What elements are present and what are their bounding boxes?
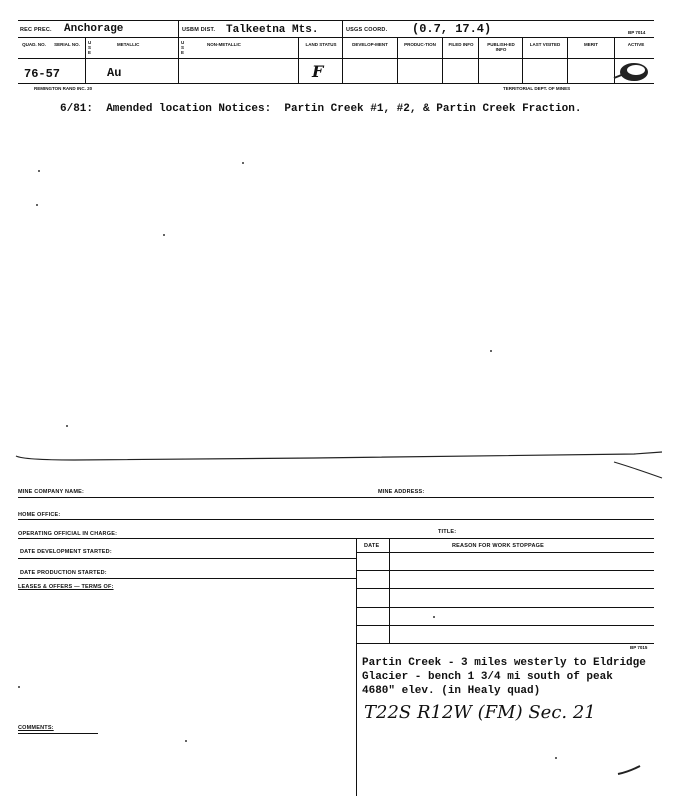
amended-location-note: 6/81: Amended location Notices: Partin Creek #1, #2, & Partin Creek Fraction. [60, 103, 582, 115]
stoppage-date-divider [389, 538, 390, 644]
active-stamp-icon [612, 58, 652, 84]
divider [178, 37, 179, 83]
speck [18, 686, 20, 688]
divider [85, 37, 86, 83]
rule-prod-started [18, 578, 356, 579]
divider [342, 20, 343, 37]
stoppage-row-rule [356, 588, 654, 589]
rule-operating-official [18, 538, 654, 539]
rule-mine-company [18, 497, 654, 498]
comments-label: COMMENTS: [18, 725, 54, 731]
rule-dev-started [18, 558, 356, 559]
pen-mark-icon [616, 764, 642, 778]
rec-prec-label: REC PREC. [20, 27, 52, 33]
divider [442, 37, 443, 83]
col-development: DEVELOP-MENT [352, 42, 388, 47]
stoppage-row-rule [356, 607, 654, 608]
divider [522, 37, 523, 83]
speck [490, 350, 492, 352]
col-land-status: LAND STATUS [305, 42, 337, 47]
col-use-metallic: U S E [88, 40, 92, 55]
col-merit: MERIT [584, 42, 598, 47]
usgs-coord-label: USGS COORD. [346, 27, 388, 33]
speck [433, 616, 435, 618]
divider [178, 20, 179, 37]
operating-official-label: OPERATING OFFICIAL IN CHARGE: [18, 531, 118, 537]
header-bottom-rule [18, 83, 654, 84]
col-quad-no: QUAD. NO. [22, 42, 46, 47]
record-land-status: F [312, 62, 324, 81]
home-office-label: HOME OFFICE: [18, 512, 61, 518]
location-line-3: 4680" elev. (in Healy quad) [362, 685, 541, 697]
prod-started-label: DATE PRODUCTION STARTED: [20, 570, 107, 576]
mine-company-label: MINE COMPANY NAME: [18, 489, 85, 495]
col-filed-info: FILED INFO [448, 42, 474, 47]
speck [36, 204, 38, 206]
speck [38, 170, 40, 172]
speck [242, 162, 244, 164]
stoppage-reason-header: REASON FOR WORK STOPPAGE [452, 543, 544, 549]
stoppage-row-rule [356, 643, 654, 644]
location-line-1: Partin Creek - 3 miles westerly to Eldridge [362, 657, 646, 669]
footer-remington: REMINGTON RAND INC. 20 [34, 86, 93, 91]
form-number-2: BP 7015 [630, 645, 648, 650]
stoppage-table-left-border [356, 538, 357, 796]
mine-address-label: MINE ADDRESS: [378, 489, 425, 495]
speck [555, 757, 557, 759]
speck [66, 425, 68, 427]
rule-comments [18, 733, 98, 734]
divider [478, 37, 479, 83]
speck [163, 234, 165, 236]
header-columns-rule [18, 58, 654, 59]
divider [567, 37, 568, 83]
rec-prec-value: Anchorage [64, 23, 124, 35]
footer-territorial: TERRITORIAL DEPT. OF MINES [503, 86, 571, 91]
col-active: ACTIVE [627, 42, 645, 47]
usbm-dist-value: Talkeetna Mts. [226, 24, 319, 36]
dev-started-label: DATE DEVELOPMENT STARTED: [20, 549, 112, 555]
header-mid-rule [18, 37, 654, 38]
stoppage-row-rule [356, 570, 654, 571]
usbm-dist-label: USBM DIST. [182, 27, 216, 33]
stoppage-row-rule [356, 625, 654, 626]
col-serial-no: SERIAL NO. [54, 42, 80, 47]
rule-home-office [18, 519, 654, 520]
divider [298, 37, 299, 83]
divider [397, 37, 398, 83]
form-number: BP 7014 [628, 30, 646, 35]
divider [342, 37, 343, 83]
title-label: TITLE: [438, 529, 457, 535]
record-quad-serial: 76-57 [24, 67, 61, 81]
usgs-coord-value: (0.7, 17.4) [412, 22, 492, 36]
stoppage-header-rule [356, 552, 654, 553]
col-last-visited: LAST VISITED [529, 42, 561, 47]
col-metallic: METALLIC [117, 42, 140, 47]
col-production: PRODUC-TION [404, 42, 436, 47]
col-non-metallic: NON-METALLIC [207, 42, 241, 47]
col-use-nonmetallic: U S E [181, 40, 185, 55]
location-line-2: Glacier - bench 1 3/4 mi south of peak [362, 671, 613, 683]
leases-label: LEASES & OFFERS — TERMS OF: [18, 584, 114, 590]
record-metallic: Au [107, 66, 122, 80]
perforation-edge [14, 448, 664, 498]
handwritten-township: T22S R12W (FM) Sec. 21 [364, 702, 596, 723]
col-published-info: PUBLISH-ED INFO [487, 42, 515, 52]
header-top-rule [18, 20, 654, 21]
speck [185, 740, 187, 742]
stoppage-date-header: DATE [364, 543, 380, 549]
